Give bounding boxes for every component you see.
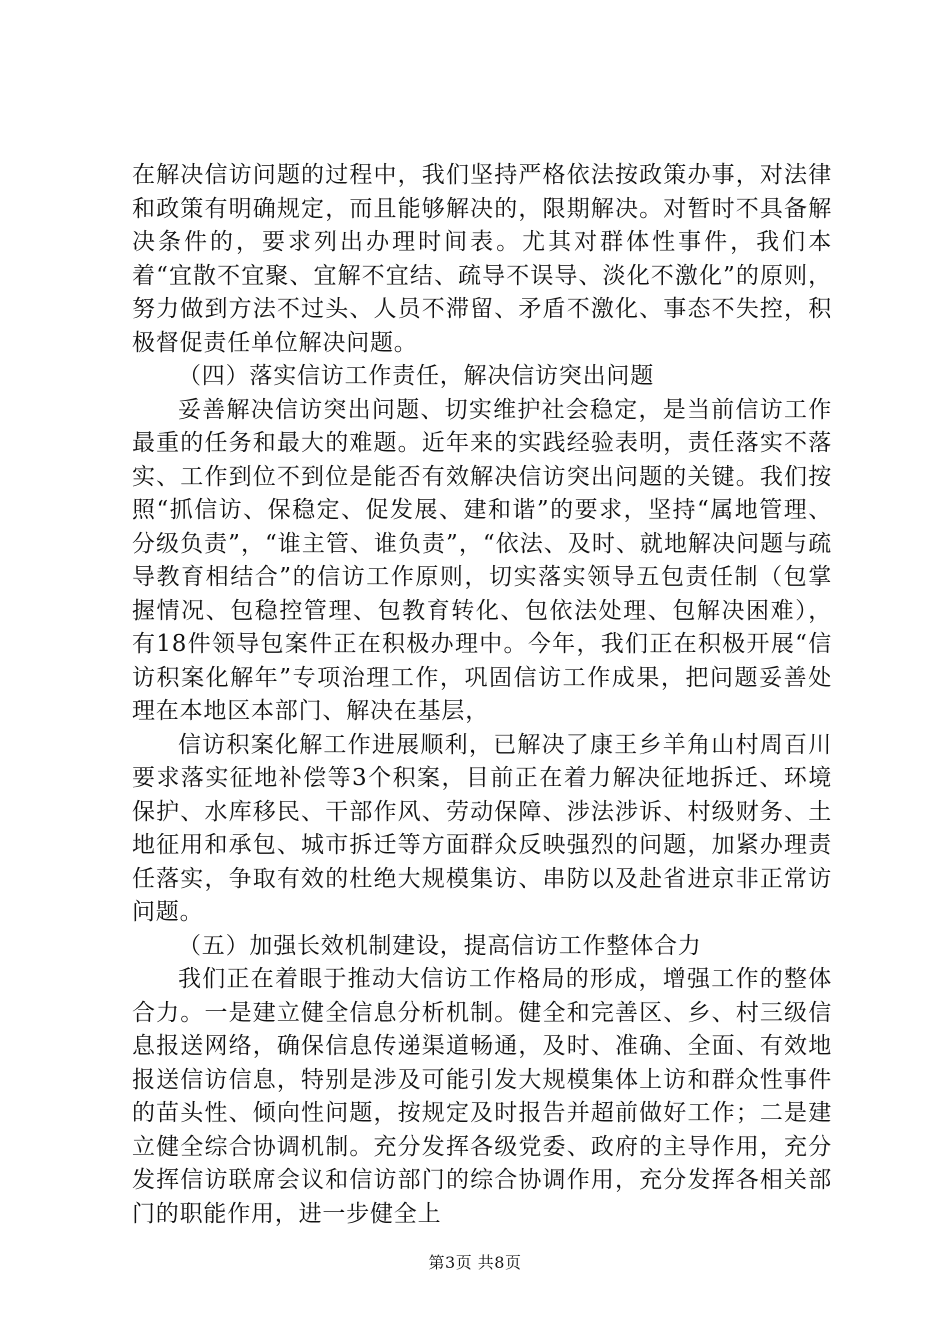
page-number-footer: 第3页 共8页 xyxy=(428,1253,522,1272)
paragraph-1: 在解决信访问题的过程中，我们坚持严格依法按政策办事，对法律和政策有明确规定，而且能够解决的，限期解决。对暂时不具备解决条件的，要求列出办理时间表。尤其对群体性事件，我们本着“宜散不宜聚、宜解不宜结、疏导不误导、淡化不激化”的原则，努力做到方法不过头、人员不滞留、矛盾不激化、事态不失控，积极督促责任单位解决问题。 xyxy=(132,162,832,356)
paragraph-3: 信访积案化解工作进展顺利，已解决了康王乡羊角山村周百川要求落实征地补偿等3个积案，目前正在着力解决征地拆迁、环境保护、水库移民、干部作风、劳动保障、涉法涉诉、村级财务、土地征用和承包、城市拆迁等方面群众反映强烈的问题，加紧办理责任落实，争取有效的杜绝大规模集访、串防以及赴省进京非正常访问题。 xyxy=(132,731,832,925)
paragraph-4: 我们正在着眼于推动大信访工作格局的形成，增强工作的整体合力。一是建立健全信息分析机制。健全和完善区、乡、村三级信息报送网络，确保信息传递渠道畅通，及时、准确、全面、有效地报送信访信息，特别是涉及可能引发大规模集体上访和群众性事件的苗头性、倾向性问题，按规定及时报告并超前做好工作；二是建立健全综合协调机制。充分发挥各级党委、政府的主导作用，充分发挥信访联席会议和信访部门的综合协调作用，充分发挥各相关部门的职能作用，进一步健全上 xyxy=(132,966,832,1227)
paragraph-2: 妥善解决信访突出问题、切实维护社会稳定，是当前信访工作最重的任务和最大的难题。近年来的实践经验表明，责任落实不落实、工作到位不到位是能否有效解决信访突出问题的关键。我们按照“抓信访、保稳定、促发展、建和谐”的要求，坚持“属地管理、分级负责”，“谁主管、谁负责”，“依法、及时、就地解决问题与疏导教育相结合”的信访工作原则，切实落实领导五包责任制（包掌握情况、包稳控管理、包教育转化、包依法处理、包解决困难），有18件领导包案件正在积极办理中。今年，我们正在积极开展“信访积案化解年”专项治理工作，巩固信访工作成果，把问题妥善处理在本地区本部门、解决在基层， xyxy=(132,396,832,724)
section-heading-4: （四）落实信访工作责任，解决信访突出问题 xyxy=(178,363,654,389)
document-body xyxy=(132,159,832,1231)
section-heading-5: （五）加强长效机制建设，提高信访工作整体合力 xyxy=(178,932,702,959)
